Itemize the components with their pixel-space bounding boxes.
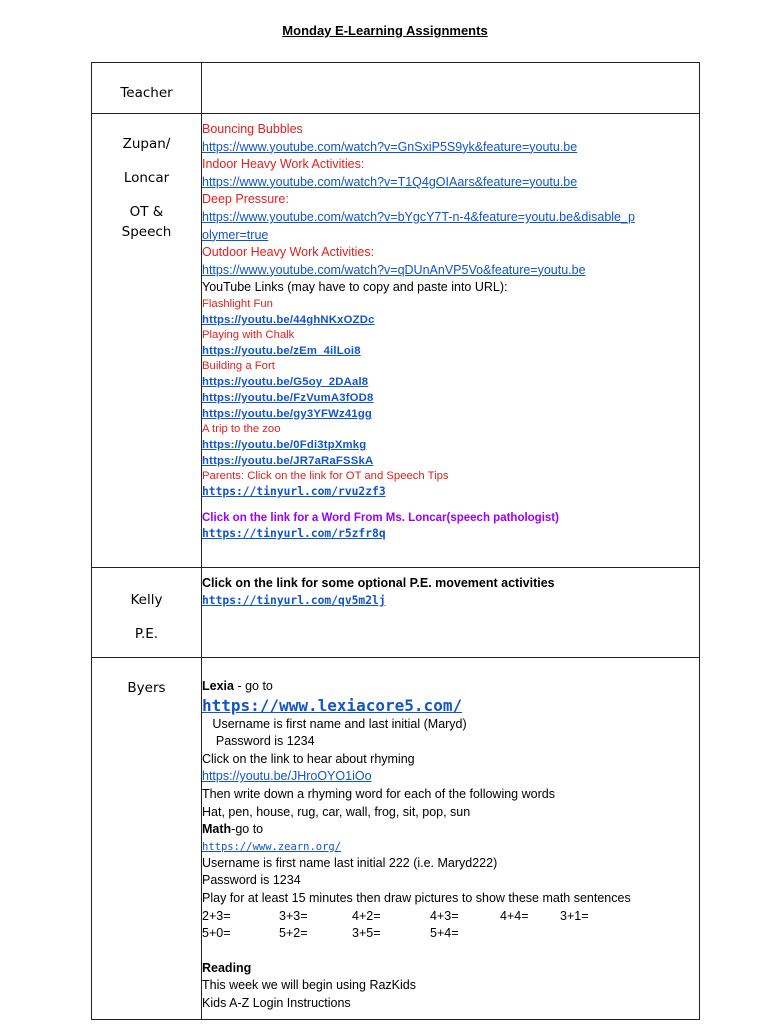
- video-link[interactable]: https://tinyurl.com/r5zfr8q: [202, 526, 386, 540]
- row-byers: [92, 658, 700, 1020]
- video-link[interactable]: https://youtu.be/gy3YFWz41gg: [202, 407, 373, 420]
- zupan-item-list: [202, 114, 699, 541]
- row-zupan-loncar: [92, 114, 700, 568]
- activity-title: A trip to the zoo: [202, 422, 281, 435]
- speech-note: Click on the link for a Word From Ms. Loncar(speech pathologist): [202, 511, 559, 524]
- text-line: YouTube Links (may have to copy and paste into URL):: [202, 280, 508, 295]
- lexia-goto: - go to: [233, 679, 273, 693]
- math-problem: 2+3=: [202, 908, 231, 923]
- video-link[interactable]: olymer=true: [202, 227, 269, 242]
- math-problem: 5+2=: [279, 926, 308, 941]
- math-problem: 4+2=: [352, 908, 381, 923]
- teacher-header-cell: [92, 63, 202, 114]
- video-link[interactable]: https://www.youtube.com/watch?v=GnSxiP5S9yk&feature=youtu.be: [202, 139, 578, 154]
- activity-title: Deep Pressure:: [202, 192, 289, 207]
- teacher-cell-byers: [92, 658, 202, 1020]
- video-link[interactable]: https://youtu.be/JR7aRaFSSkA: [202, 454, 374, 467]
- row-kelly: [92, 568, 700, 658]
- math-problem: 3+1=: [560, 908, 589, 923]
- lexia-password: Password is 1234: [202, 734, 315, 749]
- activity-title: Parents: Click on the link for OT and Speech Tips: [202, 469, 449, 482]
- activity-title: Indoor Heavy Work Activities:: [202, 157, 365, 172]
- kelly-item-list: [202, 568, 699, 608]
- math-line: [202, 821, 699, 839]
- video-link[interactable]: https://youtu.be/0Fdi3tpXmkg: [202, 438, 367, 451]
- lexia-link[interactable]: https://www.lexiacore5.com/: [202, 695, 463, 715]
- math-goto: -go to: [231, 822, 264, 837]
- math-problem: 5+4=: [430, 926, 459, 941]
- teacher-name-loncar: Loncar: [123, 170, 170, 186]
- spacer: [202, 499, 699, 511]
- activity-title: Outdoor Heavy Work Activities:: [202, 245, 375, 260]
- math-problem: 3+5=: [352, 926, 381, 941]
- teacher-cell-zupan: [92, 114, 202, 568]
- content-cell-kelly: [202, 568, 700, 658]
- video-link[interactable]: https://tinyurl.com/rvu2zf3: [202, 484, 386, 498]
- teacher-name-kelly: Kelly: [130, 592, 163, 608]
- video-link[interactable]: https://youtu.be/G5oy_2DAal8: [202, 375, 369, 388]
- rhyme-link[interactable]: https://youtu.be/JHroOYO1iOo: [202, 769, 372, 784]
- spacer: [202, 943, 699, 960]
- lexia-label: Lexia: [202, 679, 234, 693]
- math-problem: 4+3=: [430, 908, 459, 923]
- math-password: Password is 1234: [202, 873, 301, 888]
- math-label: Math: [202, 822, 232, 837]
- teacher-cell-kelly: [92, 568, 202, 658]
- math-problem: 5+0=: [202, 926, 231, 941]
- video-link[interactable]: https://www.youtube.com/watch?v=qDUnAnVP5Vo&feature=youtu.be: [202, 262, 586, 277]
- assignments-table: [91, 62, 700, 1020]
- header-content-cell: [202, 63, 700, 114]
- lexia-line: [202, 678, 699, 696]
- video-link[interactable]: https://tinyurl.com/qv5m2lj: [202, 593, 386, 607]
- reading-label: Reading: [202, 960, 252, 975]
- reading-line-2: Kids A-Z Login Instructions: [202, 995, 351, 1010]
- text-line: Click on the link for some optional P.E. movement activities: [202, 576, 555, 590]
- activity-title: Bouncing Bubbles: [202, 122, 303, 136]
- teacher-role-ot: OT &: [129, 204, 164, 220]
- byers-item-list: [202, 658, 699, 1013]
- video-link[interactable]: https://www.youtube.com/watch?v=T1Q4gOIAars&feature=youtu.be: [202, 174, 578, 189]
- page-title: Monday E-Learning Assignments: [282, 23, 488, 38]
- header-row: [92, 63, 700, 114]
- lexia-username: Username is first name and last initial (Maryd): [202, 716, 467, 731]
- content-cell-zupan: [202, 114, 700, 568]
- math-row-1: [202, 908, 699, 926]
- rhyme-intro: Click on the link to hear about rhyming: [202, 751, 415, 766]
- teacher-role-pe: P.E.: [134, 626, 159, 642]
- teacher-role-speech: Speech: [121, 224, 172, 240]
- math-problem: 4+4=: [500, 908, 529, 923]
- video-link[interactable]: https://youtu.be/FzVumA3fOD8: [202, 391, 374, 404]
- teacher-header-label: Teacher: [120, 85, 173, 101]
- math-username: Username is first name last initial 222 (i.e. Maryd222): [202, 855, 498, 870]
- teacher-name-zupan: Zupan/: [122, 136, 171, 152]
- rhyme-task: Then write down a rhyming word for each of the following words: [202, 786, 555, 801]
- rhyme-words: Hat, pen, house, rug, car, wall, frog, sit, pop, sun: [202, 804, 471, 819]
- video-link[interactable]: https://www.youtube.com/watch?v=bYgcY7T-n-4&feature=youtu.be&disable_p: [202, 209, 635, 224]
- teacher-name-byers: Byers: [127, 680, 166, 696]
- video-link[interactable]: https://youtu.be/zEm_4ilLoi8: [202, 344, 361, 357]
- video-link[interactable]: https://youtu.be/44ghNKxOZDc: [202, 313, 375, 326]
- activity-title: Building a Fort: [202, 359, 275, 372]
- reading-line-1: This week we will begin using RazKids: [202, 978, 416, 993]
- math-link[interactable]: https://www.zearn.org/: [202, 840, 342, 853]
- math-problem: 3+3=: [279, 908, 308, 923]
- activity-title: Flashlight Fun: [202, 297, 273, 310]
- activity-title: Playing with Chalk: [202, 328, 295, 341]
- content-cell-byers: [202, 658, 700, 1020]
- math-task: Play for at least 15 minutes then draw pictures to show these math sentences: [202, 890, 631, 905]
- math-row-2: [202, 925, 699, 943]
